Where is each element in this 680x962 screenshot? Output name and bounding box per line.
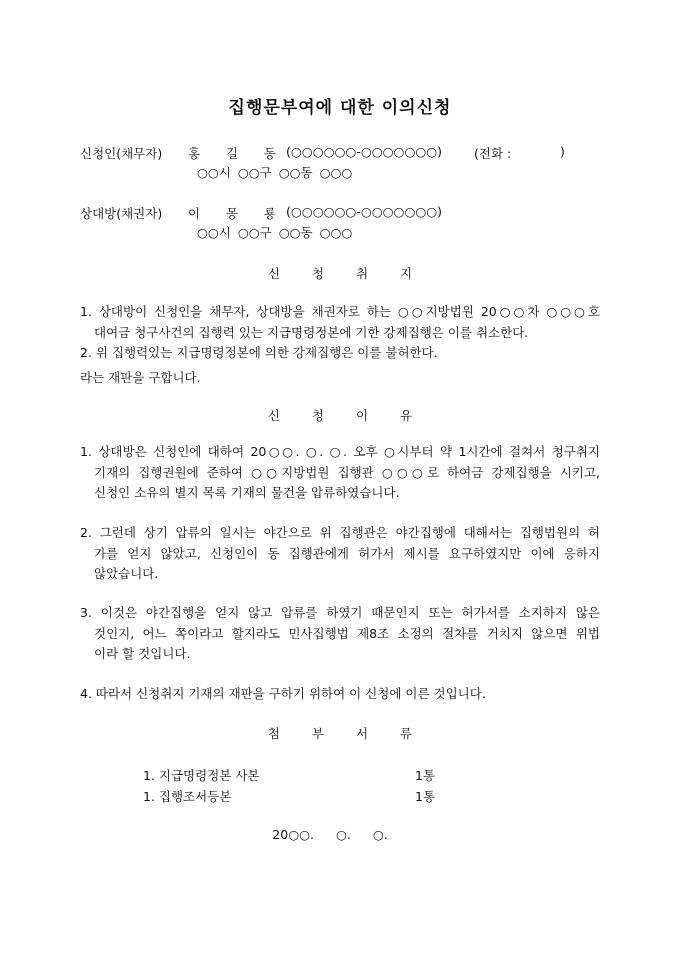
respondent-name-char: 몽 <box>225 206 239 221</box>
respondent-address: ○○시 ○○구 ○○동 ○○○ <box>197 225 353 240</box>
reason-item <box>80 523 600 585</box>
item-line: 이라 할 것입니다. <box>94 646 191 661</box>
respondent-name-char: 룡 <box>263 206 276 221</box>
reason-item <box>80 603 600 665</box>
applicant-name-char: 홍 <box>188 146 201 161</box>
item-line: 신청인 소유의 별지 목록 기재의 물건을 압류하였습니다. <box>94 485 400 500</box>
document-title: 집행문부여에 대한 이의신청 <box>228 98 452 118</box>
purpose-closing: 라는 재판을 구합니다. <box>80 370 201 385</box>
reason-item <box>80 684 600 705</box>
reason-item <box>80 442 600 504</box>
attachment-name: 1. 지급명령정본 사본 <box>143 768 260 783</box>
item-line: 않았습니다. <box>94 566 159 581</box>
item-line: 가를 얻지 않았고, 신청인이 동 집행관에게 허가서 제시를 요구하였지만 이에 응하지 <box>94 545 600 561</box>
respondent-name <box>188 204 276 222</box>
item-line: 3. 이것은 야간집행을 얻지 않고 압류를 하였기 때문인지 또는 허가서를 소지하지 않은 <box>80 605 600 620</box>
applicant-phone-close: ) <box>560 144 565 159</box>
attachment-qty: 1통 <box>415 768 436 783</box>
purpose-item <box>80 343 600 364</box>
attachments-heading: 첨 부 서 류 <box>267 726 427 741</box>
respondent-label: 상대방(채권자) <box>80 206 163 221</box>
attachment-name: 1. 집행조서등본 <box>143 789 232 804</box>
item-line: 대여금 청구사건의 집행력 있는 지급명령정본에 기한 강제집행은 이를 취소한다. <box>94 324 529 340</box>
applicant-phone: (전화 : <box>474 146 512 161</box>
applicant-id: (○○○○○○-○○○○○○○) <box>286 144 443 159</box>
applicant-name-char: 동 <box>263 146 276 161</box>
item-line: 1. 상대방이 신청인을 채무자, 상대방을 채권자로 하는 ○○지방법원 20○○차 ○○○호 <box>80 304 600 319</box>
item-line: 4. 따라서 신청취지 기재의 재판을 구하기 위하여 이 신청에 이른 것입니다. <box>80 686 486 701</box>
item-line: 기재의 집행권원에 준하여 ○○지방법원 집행관 ○○○로 하여금 강제집행을 시키고, <box>94 464 600 480</box>
applicant-label: 신청인(채무자) <box>80 146 163 161</box>
attachment-qty: 1통 <box>415 789 436 804</box>
purpose-heading: 신 청 취 지 <box>267 266 427 281</box>
item-line: 것인지, 어느 쪽이라고 할지라도 민사집행법 제8조 소정의 절차를 거치지 않으면 위법 <box>94 625 600 641</box>
item-line: 2. 위 집행력있는 지급명령정본에 의한 강제집행은 이를 불허한다. <box>80 345 438 360</box>
applicant-name <box>188 144 276 162</box>
reasons-heading: 신 청 이 유 <box>267 408 427 423</box>
respondent-id: (○○○○○○-○○○○○○○) <box>286 204 443 219</box>
applicant-name-char: 길 <box>225 146 239 161</box>
document-date: 20○○. ○. ○. <box>272 827 388 842</box>
item-line: 2. 그런데 상기 압류의 일시는 야간으로 위 집행관은 야간집행에 대해서는 집행법원의 허 <box>80 525 600 540</box>
respondent-name-char: 이 <box>188 206 201 221</box>
item-line: 1. 상대방은 신청인에 대하여 20○○. ○. ○. 오후 ○시부터 약 1시간에 걸쳐서 청구취지 <box>80 444 600 459</box>
applicant-address: ○○시 ○○구 ○○동 ○○○ <box>197 165 353 180</box>
purpose-item <box>80 302 600 343</box>
